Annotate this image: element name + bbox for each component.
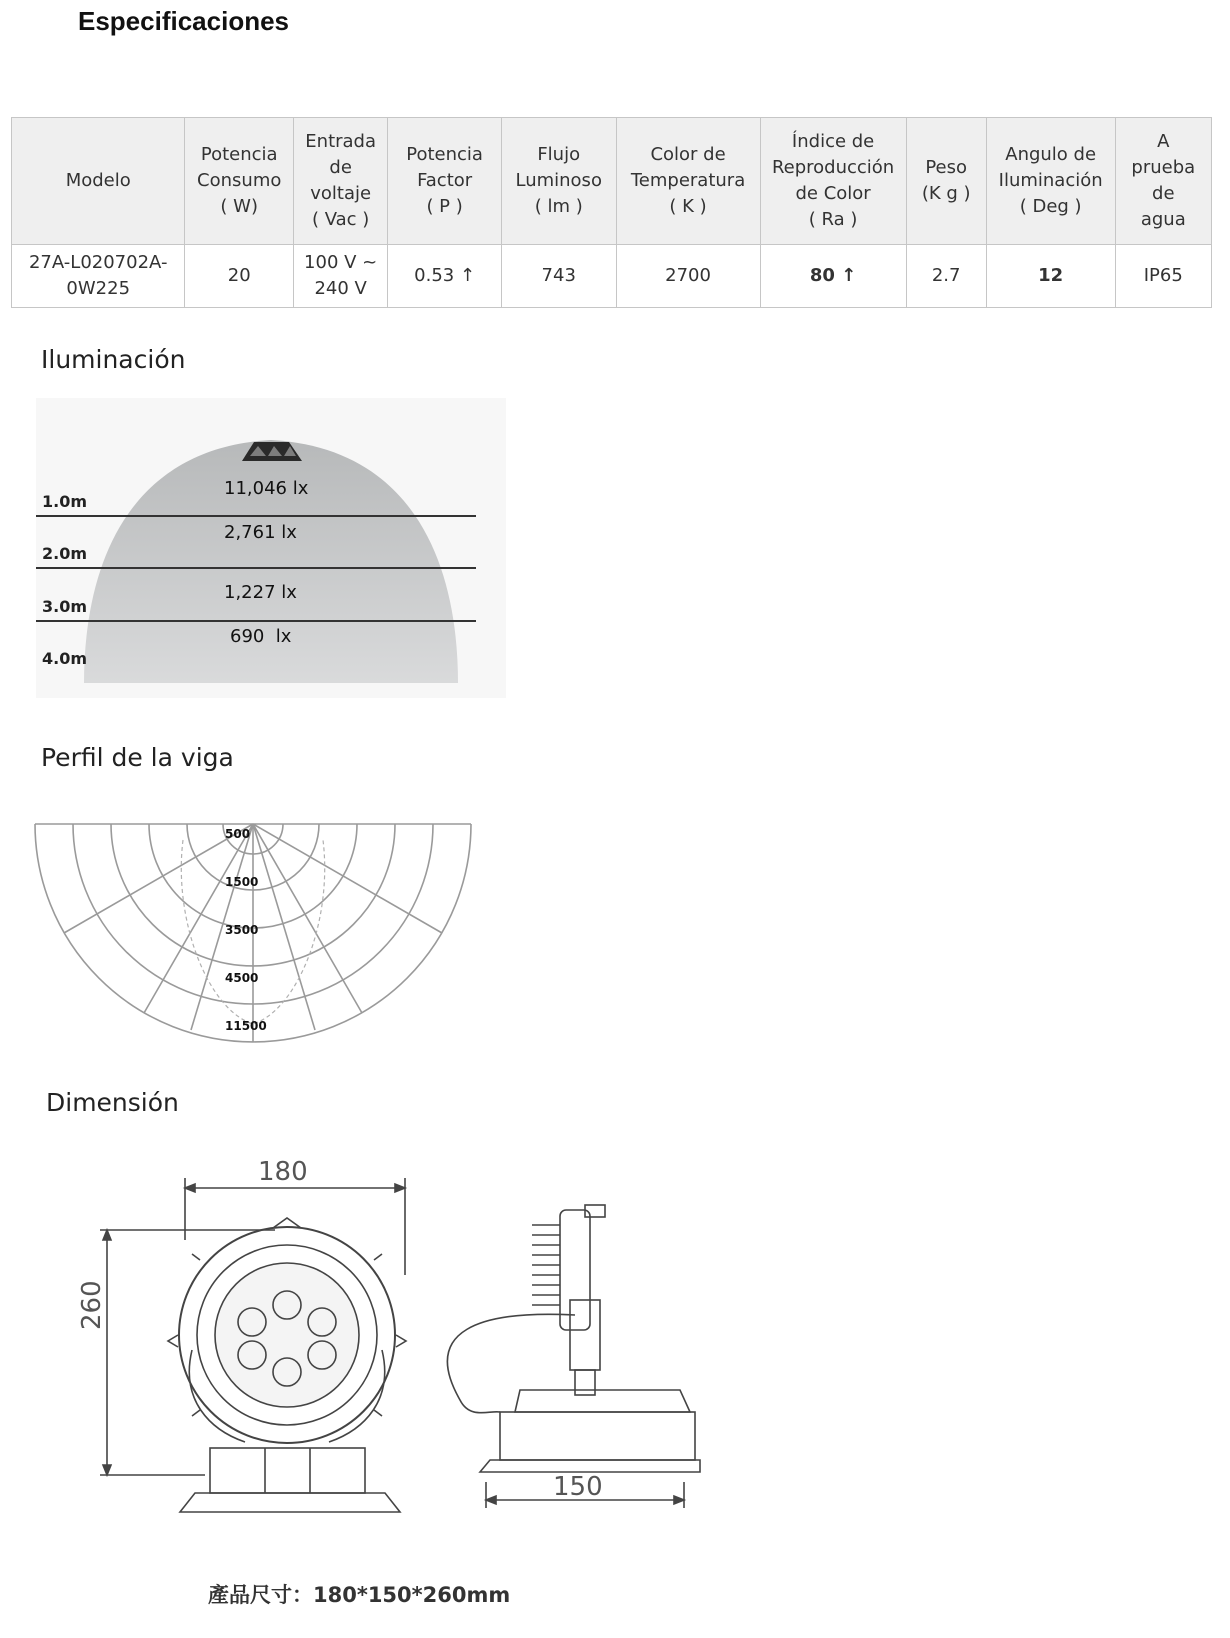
spec-table bbox=[11, 117, 1212, 308]
dimension-caption: 產品尺寸：180*150*260mm bbox=[208, 1583, 511, 1607]
cell-potencia: 20 bbox=[185, 245, 294, 308]
distance-label-2: 2.0m bbox=[42, 544, 88, 563]
ring-label-4500: 4500 bbox=[225, 971, 259, 985]
height-label: 260 bbox=[77, 1280, 107, 1330]
ring-label-500: 500 bbox=[225, 827, 251, 841]
header-modelo: Modelo bbox=[12, 118, 185, 245]
depth-label: 150 bbox=[553, 1472, 603, 1502]
lux-label-3: 1,227 lx bbox=[224, 582, 297, 603]
cell-temperatura: 2700 bbox=[616, 245, 760, 308]
distance-label-3: 3.0m bbox=[42, 597, 88, 616]
cell-flujo: 743 bbox=[501, 245, 616, 308]
width-label: 180 bbox=[258, 1157, 308, 1187]
beam-profile-title: Perfil de la viga bbox=[41, 743, 234, 772]
header-prueba-agua: A prueba de agua bbox=[1115, 118, 1211, 245]
distance-label-1: 1.0m bbox=[42, 492, 88, 511]
illumination-title: Iluminación bbox=[41, 345, 186, 374]
lux-label-1: 11,046 lx bbox=[224, 478, 309, 499]
header-flujo-luminoso: Flujo Luminoso ( lm ) bbox=[501, 118, 616, 245]
lux-label-4: 690 lx bbox=[230, 626, 292, 647]
header-indice-reproduccion: Índice de Reproducción de Color ( Ra ) bbox=[760, 118, 906, 245]
header-angulo: Angulo de Iluminación ( Deg ) bbox=[986, 118, 1115, 245]
cell-angulo: 12 bbox=[986, 245, 1115, 308]
ring-label-11500: 11500 bbox=[225, 1019, 267, 1033]
page-title: Especificaciones bbox=[78, 6, 289, 36]
dimension-drawing bbox=[60, 1150, 740, 1620]
spec-header-row bbox=[12, 118, 1212, 245]
spec-data-row bbox=[12, 245, 1212, 308]
lux-label-2: 2,761 lx bbox=[224, 522, 297, 543]
header-color-temperatura: Color de Temperatura ( K ) bbox=[616, 118, 760, 245]
cell-factor: 0.53 ↑ bbox=[388, 245, 502, 308]
cell-peso: 2.7 bbox=[906, 245, 986, 308]
header-entrada-voltaje: Entrada de voltaje ( Vac ) bbox=[293, 118, 387, 245]
beam-profile-diagram bbox=[33, 800, 493, 1060]
cell-ra: 80 ↑ bbox=[760, 245, 906, 308]
ring-label-1500: 1500 bbox=[225, 875, 259, 889]
cell-voltaje: 100 V ~ 240 V bbox=[293, 245, 387, 308]
cell-ip: IP65 bbox=[1115, 245, 1211, 308]
ring-label-3500: 3500 bbox=[225, 923, 259, 937]
header-peso: Peso (K g ) bbox=[906, 118, 986, 245]
header-potencia-factor: Potencia Factor ( P ) bbox=[388, 118, 502, 245]
cell-modelo: 27A-L020702A- 0W225 bbox=[12, 245, 185, 308]
header-potencia-consumo: Potencia Consumo ( W) bbox=[185, 118, 294, 245]
illumination-diagram bbox=[36, 398, 506, 698]
dimension-title: Dimensión bbox=[46, 1088, 179, 1117]
distance-label-4: 4.0m bbox=[42, 649, 88, 668]
